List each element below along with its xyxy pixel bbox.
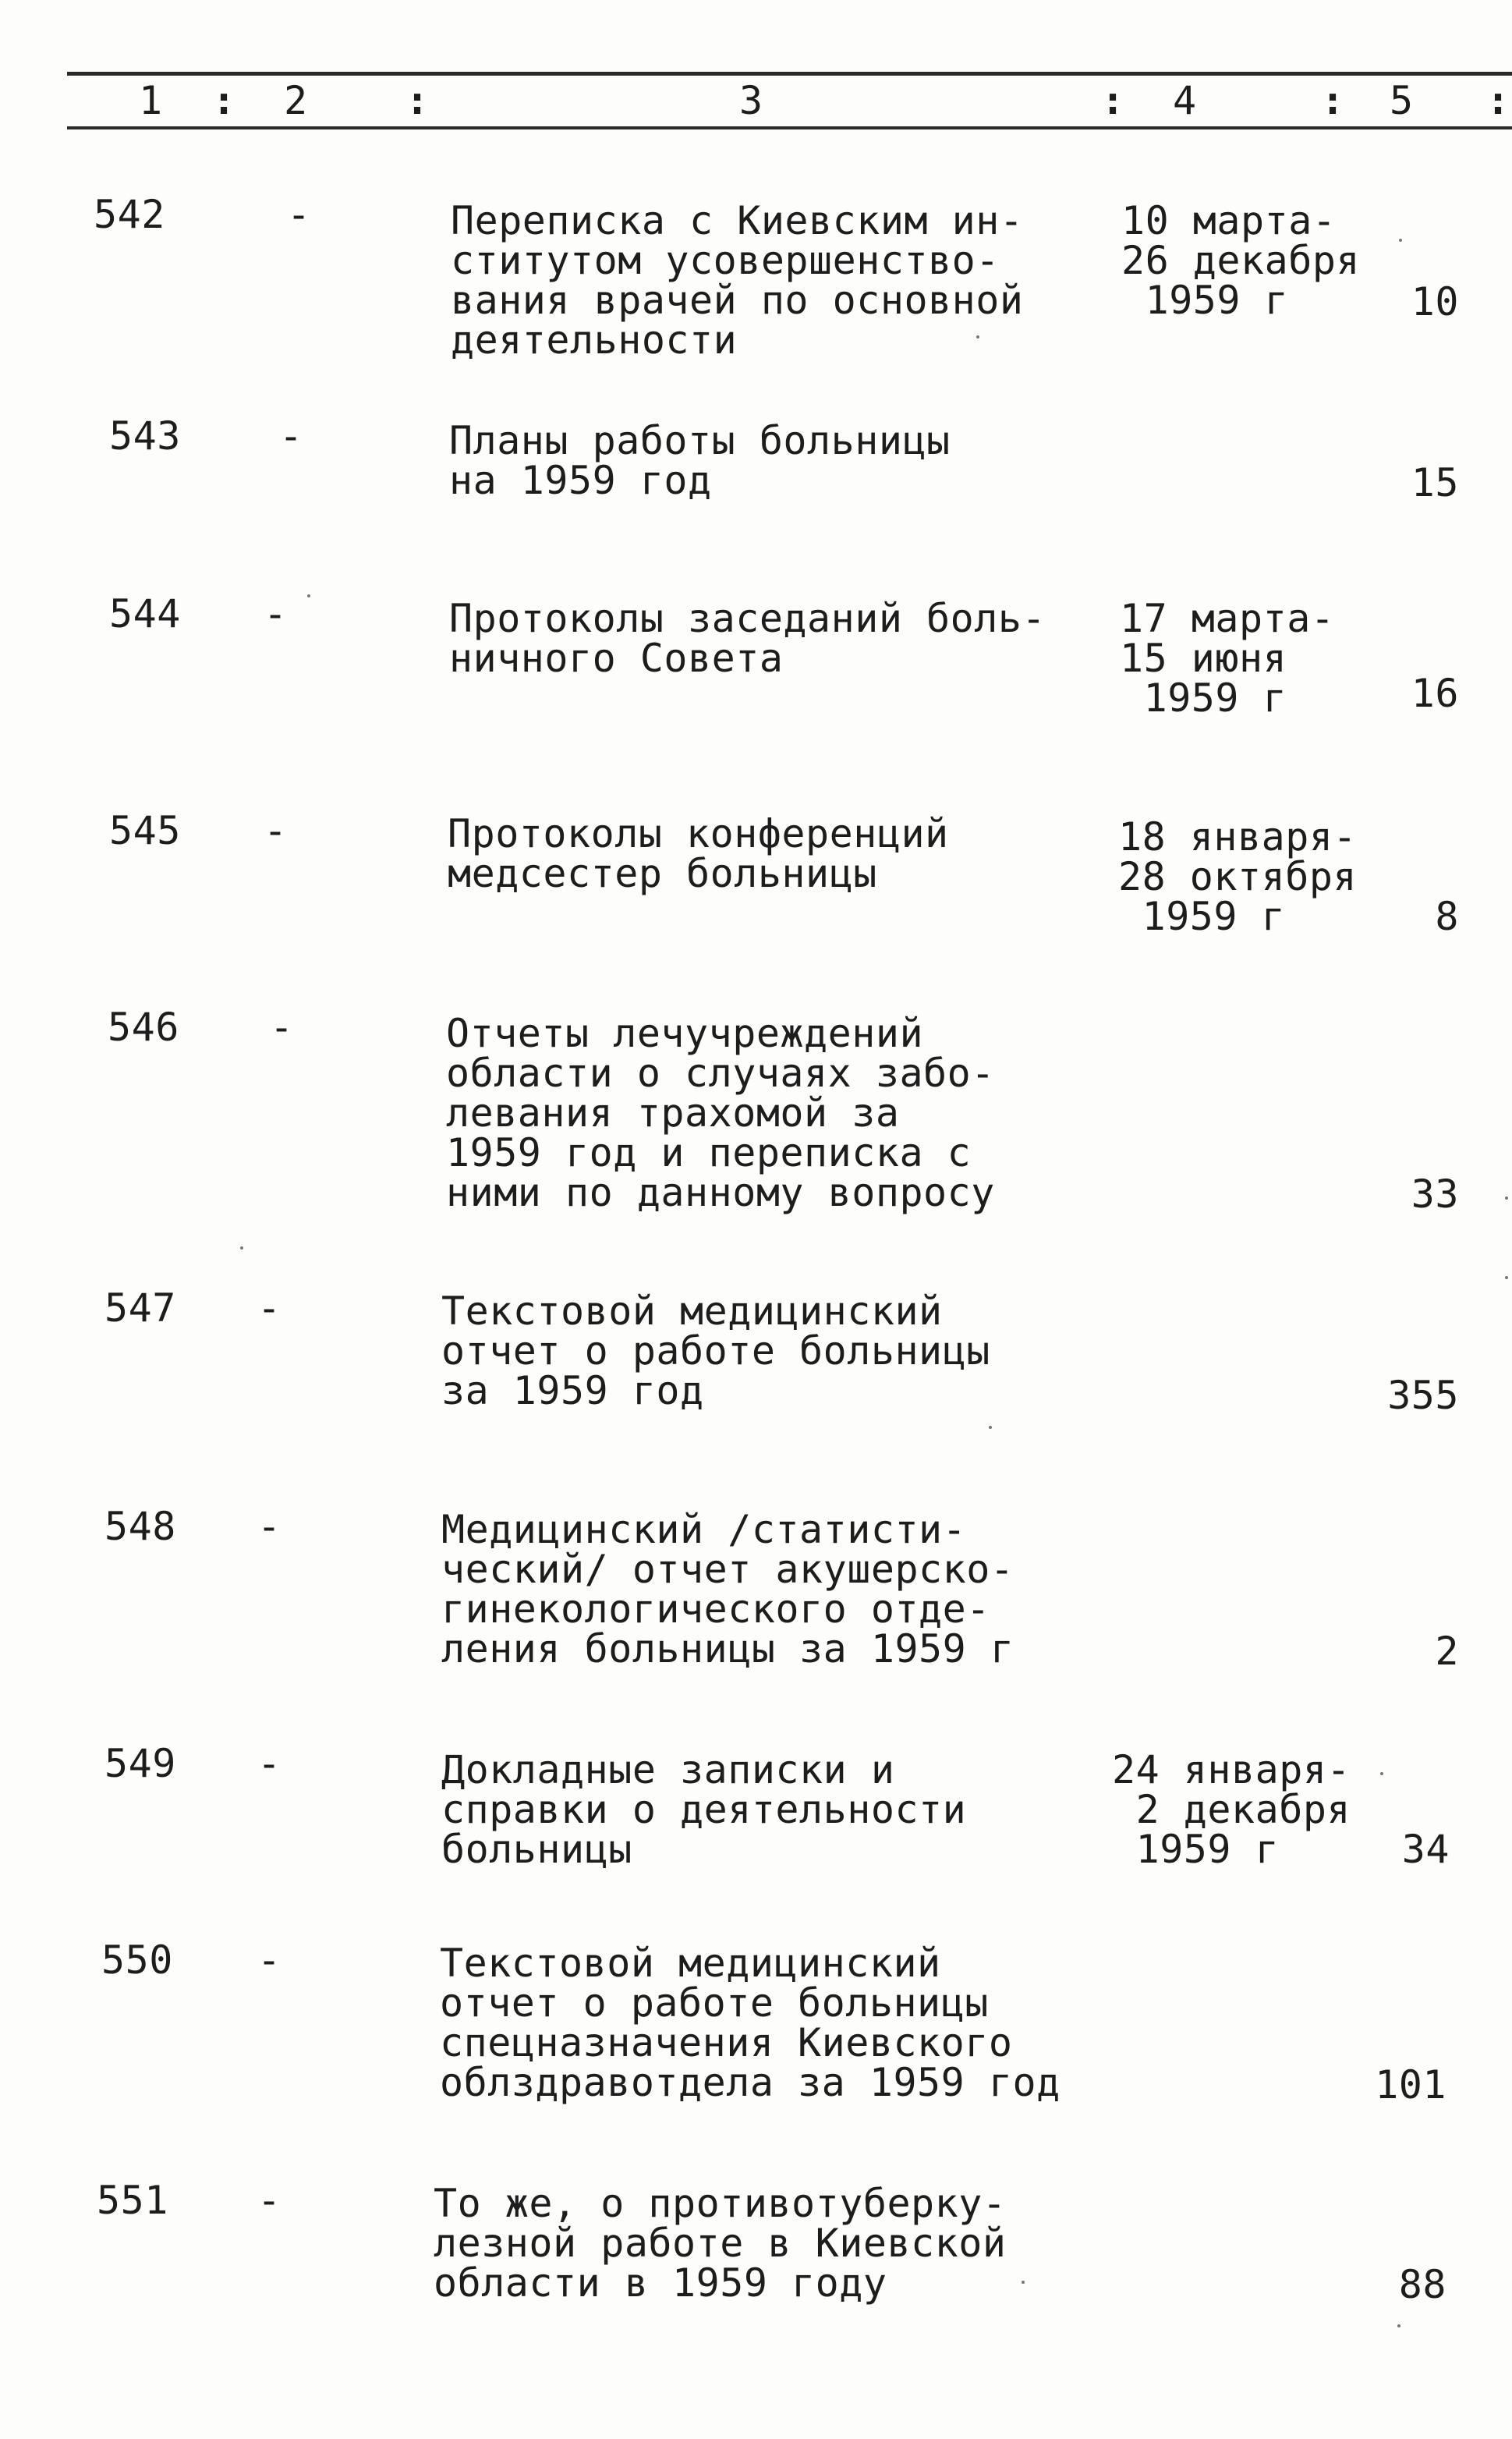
case-sheets: 355 <box>1387 1373 1459 1418</box>
header-separator: : <box>1486 78 1510 123</box>
case-number: 550 <box>101 1937 173 1983</box>
case-sheets: 34 <box>1401 1827 1450 1872</box>
header-col-2: 2 <box>284 78 308 123</box>
case-number: 545 <box>109 808 181 853</box>
case-sheets: 16 <box>1411 671 1459 716</box>
case-number: 547 <box>104 1285 176 1331</box>
case-number: 549 <box>104 1741 176 1786</box>
case-number: 546 <box>108 1005 179 1050</box>
case-title: То же, о противотуберку- лезной работе в Киевской области в 1959 году <box>434 2181 1007 2306</box>
case-mark: - <box>264 591 288 636</box>
header-bottom-rule <box>67 126 1512 129</box>
scan-speck <box>1505 1276 1508 1279</box>
scan-speck <box>1380 1772 1383 1775</box>
case-title: Медицинский /статисти- ческий/ отчет акушерско- гинекологического отде- ления больницы за 1959 г <box>441 1507 1014 1671</box>
case-title: Отчеты лечучреждений области о случаях забо- левания трахомой за 1959 год и переписка с ними по данному вопросу <box>446 1011 995 1215</box>
header-col-4: 4 <box>1173 78 1197 123</box>
case-mark: - <box>270 1005 294 1050</box>
case-mark: - <box>257 2178 282 2223</box>
case-number: 543 <box>109 413 181 459</box>
case-title: Планы работы больницы на 1959 год <box>449 418 951 503</box>
scan-speck <box>240 1246 243 1250</box>
case-mark: - <box>257 1285 282 1331</box>
case-sheets: 101 <box>1375 2062 1446 2108</box>
scan-speck <box>1505 1196 1508 1200</box>
header-col-3: 3 <box>739 78 763 123</box>
scan-speck <box>989 1426 992 1429</box>
scan-speck <box>976 335 979 339</box>
case-title: Текстовой медицинский отчет о работе больницы за 1959 год <box>441 1289 990 1413</box>
header-col-1: 1 <box>139 78 163 123</box>
case-sheets: 15 <box>1411 460 1459 505</box>
case-sheets: 10 <box>1411 279 1459 324</box>
case-dates: 24 января- 2 декабря 1959 г <box>1112 1747 1351 1872</box>
case-dates: 17 марта- 15 июня 1959 г <box>1120 596 1335 721</box>
case-title: Текстовой медицинский отчет о работе больницы спецназначения Киевского облздравотдела за 1959 год <box>440 1941 1061 2105</box>
scan-speck <box>307 594 310 597</box>
header-separator: : <box>1321 78 1345 123</box>
header-col-5: 5 <box>1390 78 1414 123</box>
case-sheets: 2 <box>1435 1629 1459 1674</box>
case-dates: 10 марта- 26 декабря 1959 г <box>1121 198 1361 323</box>
case-dates: 18 января- 28 октября 1959 г <box>1118 814 1358 939</box>
case-number: 542 <box>94 192 165 237</box>
scan-speck <box>1399 239 1402 242</box>
case-sheets: 33 <box>1411 1172 1459 1217</box>
scan-speck <box>1022 2281 1025 2284</box>
case-title: Протоколы конференций медсестер больницы <box>448 811 949 896</box>
case-mark: - <box>257 1741 282 1786</box>
case-sheets: 8 <box>1435 894 1459 939</box>
case-title: Переписка с Киевским ин- ститутом усовершенство- вания врачей по основной деятельности <box>451 198 1024 363</box>
case-mark: - <box>264 808 288 853</box>
case-mark: - <box>257 1504 282 1549</box>
header-separator: : <box>405 78 430 123</box>
case-title: Докладные записки и справки о деятельности больницы <box>441 1747 967 1872</box>
case-mark: - <box>287 192 311 237</box>
case-number: 551 <box>97 2178 168 2223</box>
case-number: 544 <box>109 591 181 636</box>
case-mark: - <box>257 1937 282 1983</box>
header-separator: : <box>1101 78 1125 123</box>
scan-speck <box>1397 2324 1400 2327</box>
case-mark: - <box>279 413 303 459</box>
case-sheets: 88 <box>1398 2262 1446 2307</box>
case-number: 548 <box>104 1504 176 1549</box>
case-title: Протоколы заседаний боль- ничного Совета <box>449 596 1046 681</box>
header-separator: : <box>212 78 236 123</box>
